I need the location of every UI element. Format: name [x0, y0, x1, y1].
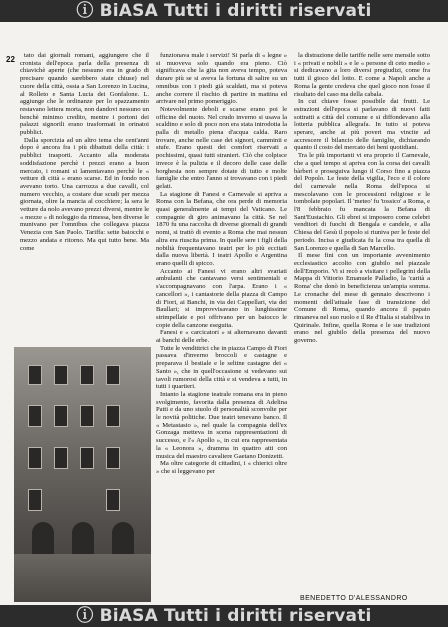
column-paragraph: Ma oltre categorie di cittadini, i « chierici oltre » che si leggevano per: [156, 460, 287, 475]
column-paragraph: In cui chiave fosse possibile dai frutti. Le estrazioni dell'epoca si parlavano di nuovi fatti sottratti a città del comune e si diffondevano alla lotteria pubblica allegrafa. In tutto si poteva sperare, anche ai più poveri ma vincite ad accrescere il bilancio delle famiglie, dichiarando quanto il costo del mercato dei beni quotidiani.: [294, 98, 430, 152]
article-column-1: [20, 52, 149, 342]
author-signature: BENEDETTO D'ALESSANDRO: [300, 595, 408, 602]
building-window: [54, 447, 68, 469]
article-column-2: [156, 52, 287, 607]
watermark-banner-top: [0, 0, 448, 22]
building-window: [106, 365, 120, 385]
column-paragraph: La stagione di Fanesi e Carnevale si apriva a Roma con la Befana, che ora perde di memoria quasi generalmente ai tempi del Vaticano. Le compagnie di giro animavano la città. Se nel 1870 fu una raccolta di diverse giornali di grandi nomi, si trattò di evento a Roma che mai nessun altra era riuscita prima. In quelle sere i figli della nobiltà frequentavano teatri per lo più eccitati dalla nuova libertà. I teatri Apollo e Argentina erano quelli di spicco.: [156, 190, 287, 267]
biasa-logo-icon: ⓘ: [76, 1, 94, 21]
biasa-logo-icon: ⓘ: [76, 606, 94, 626]
building-window: [80, 447, 94, 469]
building-window: [106, 489, 120, 511]
column-paragraph: Fanesi e « carcicatori » si alternavano davanti ai banchi delle erbe.: [156, 329, 287, 345]
column-paragraph: Il mese fini con un importante avvenimento ecclesiastico accolto con giubilo nel piazzale dell'Emporio. Vi si recò a visitare i pellegrini della Mappa di Vittorio Emanuele Palladio, la 'carità a Roma' che donò in beneficienza un'ampia somma. Le cronache del mese di gennaio descrivono i momenti dell'attuale fase di transizione del Comune di Roma, quando ancora il papato rimaneva nel suo ruolo e il Re d'Italia si stabiliva in Quirinale. Infine, quella Roma e le sue tradizioni erano nel giubilo della presenza del nuovo governo.: [294, 252, 430, 345]
building-window: [28, 489, 42, 511]
column-paragraph: tato dai giornali romani, aggiungere che il cronista dell'epoca parla della presenza di chiavichè aperte (che nessuno era in grado di precisare quando sarebbero state chiuse) nel cuore della città, ossia a San Lorenzo in Lucina, al Rolleto e Santa Lucia dei Gonfalone. L. aggiunge che le ordinanze per lo spazzamento restavano lettera morta, non dandovi nessuno un benchè minimo credito, mentre i portoni dei palazzi signorili erano trasformati in orinatoi pubblici.: [20, 52, 149, 137]
banner-text: BiASA Tutti i diritti riservati: [99, 606, 372, 626]
column-paragraph: Accanto ai Fanesi vi erano altri svariati ambulanti che cantavano versi sentimentali e s'accompagnavano con l'arpa. Erano i « cancellori », i cantastorie della piazza di Campo di Fiori, ai Banchi, in via dei Cappellari, via dei Baullari; si improvvisavano in lunghissime strimpellate e poi offrivano per un baiocco le copie della canzone eseguita.: [156, 267, 287, 329]
building-window: [106, 447, 120, 469]
building-window: [28, 405, 42, 427]
banner-text: BiASA Tutti i diritti riservati: [99, 1, 372, 21]
column-paragraph: Tutte le vendittrici che in piazza Campo di Fiori passava d'inverno broccoli e castagne e preparava il bestiale e le seltine castagne dei « Santo », che in quell'occasione si vedevano sui tavoli rumorosi della città e si vendeva a tutti, in tutti i quartieri.: [156, 344, 287, 391]
building-window: [28, 365, 42, 385]
column-paragraph: Notevolmente deboli e scarse erano poi le officine del nuoto. Nel crudo inverno si usava la scaldino e solo di poco non era stata introdotta la palla di metallo piena d'acqua calda. Raro trovare, anche nelle case dei signori, camminii e stufe. Erano questi dei comfort riservati a pochissimi, quasi tutti stranieri. Ciò che colpisce invece è la pulizia e il decoro delle case delle borghesia non sempre dotate di tutto e molte famiglie che entro l'anno si trovavano con i piedi gelati.: [156, 105, 287, 190]
building-window: [54, 405, 68, 427]
page-number: 22: [6, 55, 15, 64]
column-paragraph: la distrazione delle tariffe nelle sere mensile sotto i « privati e nobili » e le « persone di ceto medio » si dedicavano a loro diversi pregiudizi, come fra tutti il gioco del lotto. E come a Napoli anche a Roma la gente credeva che quel gioco non fosse il risultato del caso ma della cabala.: [294, 52, 430, 98]
building-window: [28, 447, 42, 469]
building-window: [80, 365, 94, 385]
watermark-banner-bottom: [0, 605, 448, 627]
street: [14, 554, 151, 602]
building-window: [80, 405, 94, 427]
column-paragraph: Dalla sporcizia ad un altro tema che cent'anni dopo è ancora fra i più dibattuti della città: i pubblici trasporti. Accanto alla moderata soddisfazione perchè i prezzi erano a buon mercato, i romani si lamentavano perchè le « vetture di città » erano scarse. Ed in fondo non avevano torto. Una carrozza a due cavalli, col numero vecchio, a costare due scudi per mezza giornata, oltre la mancia al cocchiere; la sera le vetture da nolo avevano prezzi diversi, mentre le « mezze » di noleggio da rimessa, ben diverse le munivano per l'omnibus che collegava piazza Venezia con San Paolo. Tariffa: sette baiocchi e mezzo andata e ritorno. Ma qui tutto bene. Ma come: [20, 136, 149, 252]
column-paragraph: Intanto la stagione teatrale romana era in pieno svolgimento, favorita dalla presenza di Adelina Patti e da uno stuolo di personalità sconvolte per le novità politiche. Due teatri tenevano banco. Il « Metastasio », nel quale la compagnia dell'ex Gonzaga metteva in scena rappresentazioni di successo, e l'« Apollo », in cui era rappresentata la « Leonora », dramma in quattro atti con musica del maestro cavaliere Gaetano Donizetti.: [156, 390, 287, 460]
building-window: [54, 365, 68, 385]
column-paragraph: Tra le più importanti vi era proprio il Carnevale, che a quel tempo si apriva con la corsa dei cavalli bàrberi e proseguiva lungo il Corso fino a piazza del Popolo. Le feste della vigilia, l'eco e il colore del carnevale nella Roma dell'epoca si mescolavano con le processioni religiose e le tombolate popolari. Il 'meteo' fu 'tossico' a Roma, e l'8 febbraio fu mancata la Befana di Sant'Eustachio. Gli ebrei si imposero come celebri venditori di fuochi di Bengala e candele, e alla Chiesa del Gesù il popolo si riuniva per le feste del periodo. Incisa e giudicata fu la cosa tra quella di San Lorenzo e quella di San Marcello.: [294, 152, 430, 252]
column-paragraph: funzionava male i servizi! Si parla di « legne » si muoveva solo quando era pieno. Ciò significava che la gita non aveva tempo, poteva durare più se si aveva la fortuna di salire su un omnibus con i piedi già scaldati, ma si poteva anche correre il rischio di partire in mattina ed arrivare nel primo pomeriggio.: [156, 52, 287, 106]
article-column-3: [294, 52, 430, 607]
building-window: [106, 405, 120, 427]
historical-street-photo: [14, 347, 151, 602]
